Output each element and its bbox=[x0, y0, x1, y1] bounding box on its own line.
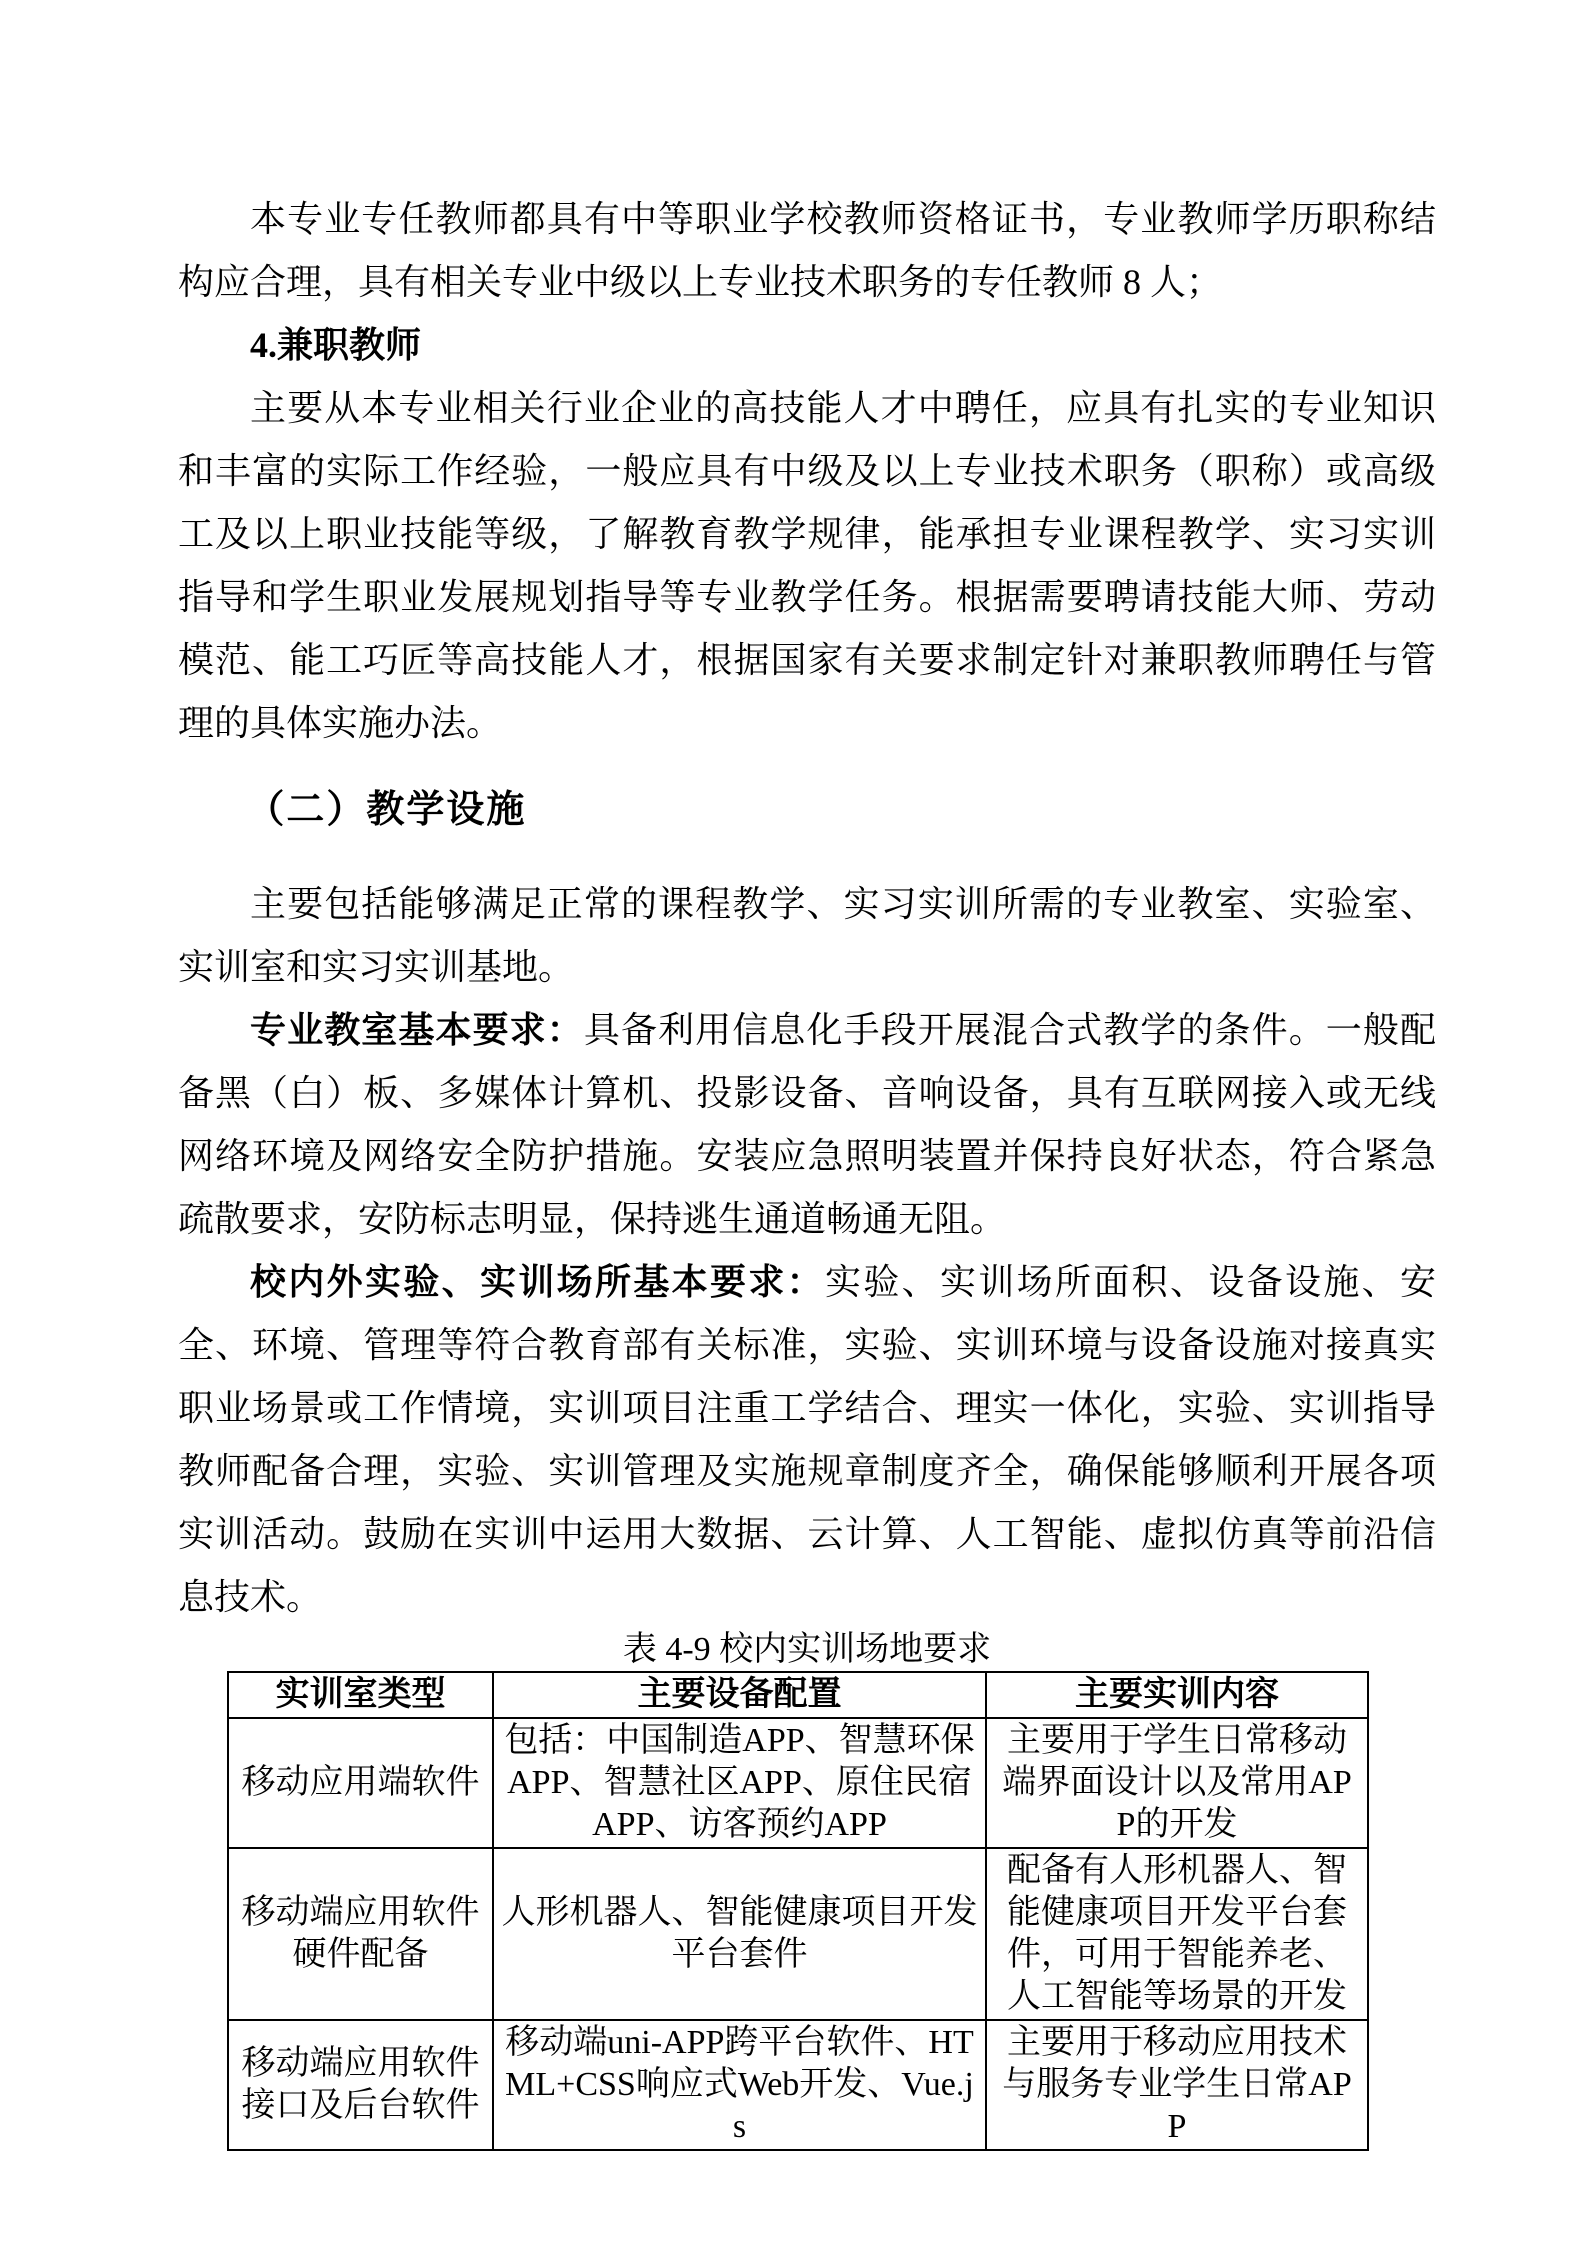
paragraph-facilities-overview: 主要包括能够满足正常的课程教学、实习实训所需的专业教室、实验室、实训室和实习实训基地。 bbox=[178, 884, 1436, 987]
table-header-room-type: 实训室类型 bbox=[228, 1672, 493, 1718]
heading-part-time-teachers: 4.兼职教师 bbox=[250, 325, 422, 365]
paragraph-part-time-teachers: 主要从本专业相关行业企业的高技能人才中聘任，应具有扎实的专业知识和丰富的实际工作经验，一般应具有中级及以上专业技术职务（职称）或高级工及以上职业技能等级，了解教育教学规律，能承担专业课程教学、实习实训指导和学生职业发展规划指导等专业教学任务。根据需要聘请技能大师、劳动模范、能工巧匠等高技能人才，根据国家有关要求制定针对兼职教师聘任与管理的具体实施办法。 bbox=[178, 388, 1436, 743]
table-row bbox=[228, 2020, 1368, 2150]
training-site-requirements-label: 校内外实验、实训场所基本要求： bbox=[250, 1262, 825, 1302]
paragraph-classroom-requirements bbox=[178, 999, 1436, 1251]
paragraph-full-time-teachers: 本专业专任教师都具有中等职业学校教师资格证书，专业教师学历职称结构应合理，具有相关专业中级以上专业技术职务的专任教师 8 人； bbox=[178, 199, 1436, 302]
training-site-requirements-text: 实验、实训场所面积、设备设施、安全、环境、管理等符合教育部有关标准，实验、实训环境与设备设施对接真实职业场景或工作情境，实训项目注重工学结合、理实一体化，实验、实训指导教师配备合理，实验、实训管理及实施规章制度齐全，确保能够顺利开展各项实训活动。鼓励在实训中运用大数据、云计算、人工智能、虚拟仿真等前沿信息技术。 bbox=[178, 1262, 1436, 1617]
classroom-requirements-text: 具备利用信息化手段开展混合式教学的条件。一般配备黑（白）板、多媒体计算机、投影设备、音响设备，具有互联网接入或无线网络环境及网络安全防护措施。安装应急照明装置并保持良好状态，符合紧急疏散要求，安防标志明显，保持逃生通道畅通无阻。 bbox=[178, 1010, 1436, 1239]
table-cell-content: 配备有人形机器人、智能健康项目开发平台套件，可用于智能养老、人工智能等场景的开发 bbox=[986, 1848, 1368, 2020]
classroom-requirements-label: 专业教室基本要求： bbox=[250, 1010, 584, 1050]
table-cell-equipment: 人形机器人、智能健康项目开发平台套件 bbox=[493, 1848, 986, 2020]
paragraph-training-site-requirements bbox=[178, 1251, 1436, 1629]
table-cell-equipment: 移动端uni-APP跨平台软件、HTML+CSS响应式Web开发、Vue.js bbox=[493, 2020, 986, 2150]
table-header-content: 主要实训内容 bbox=[986, 1672, 1368, 1718]
table-header-equipment: 主要设备配置 bbox=[493, 1672, 986, 1718]
table-header-row bbox=[228, 1672, 1368, 1718]
table-cell-content: 主要用于学生日常移动端界面设计以及常用APP的开发 bbox=[986, 1718, 1368, 1848]
table-row bbox=[228, 1848, 1368, 2020]
table-cell-equipment: 包括：中国制造APP、智慧环保APP、智慧社区APP、原住民宿APP、访客预约APP bbox=[493, 1718, 986, 1848]
table-cell-room-type: 移动端应用软件硬件配备 bbox=[228, 1848, 493, 2020]
heading-teaching-facilities: （二）教学设施 bbox=[246, 789, 527, 831]
table-cell-room-type: 移动端应用软件接口及后台软件 bbox=[228, 2020, 493, 2150]
table-caption: 表 4-9 校内实训场地要求 bbox=[622, 1631, 992, 1668]
table-cell-content: 主要用于移动应用技术与服务专业学生日常APP bbox=[986, 2020, 1368, 2150]
training-site-table bbox=[227, 1671, 1369, 2151]
table-cell-room-type: 移动应用端软件 bbox=[228, 1718, 493, 1848]
table-row bbox=[228, 1718, 1368, 1848]
